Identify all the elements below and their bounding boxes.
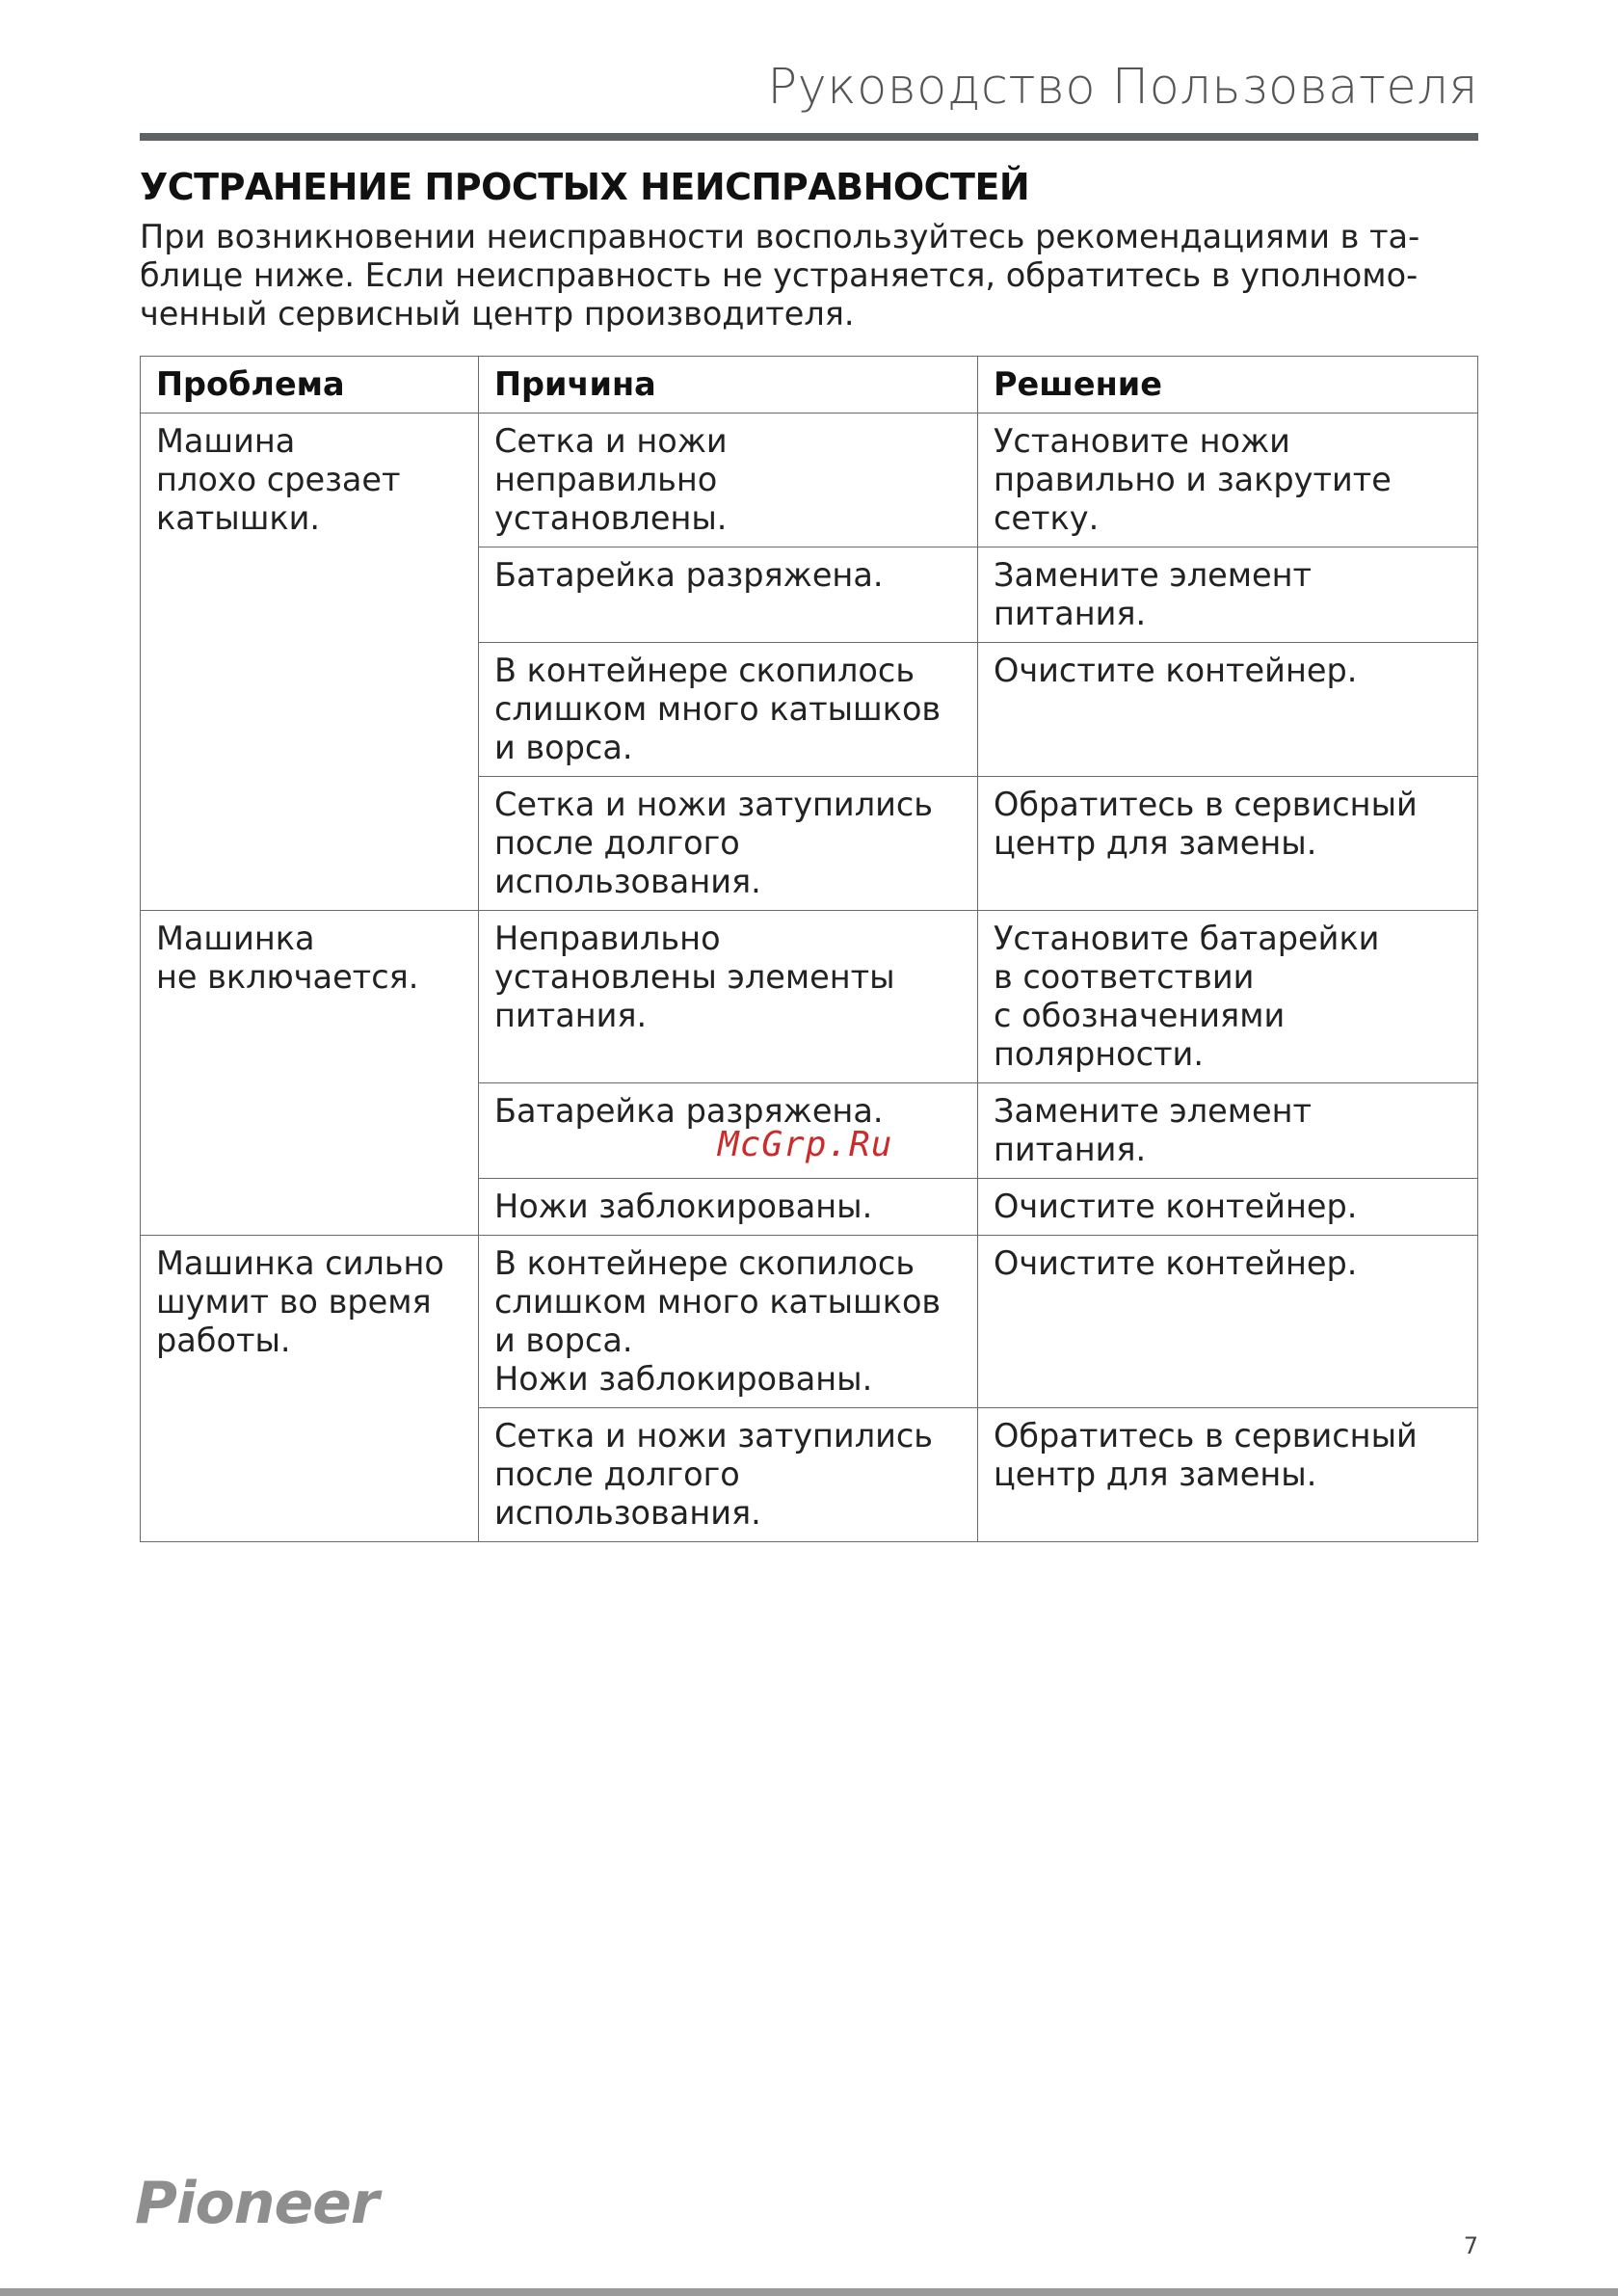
header-divider xyxy=(140,133,1478,141)
cause-line: после долгого xyxy=(494,1455,740,1493)
cause-line: Сетка и ножи затупились xyxy=(494,786,934,823)
table-row xyxy=(141,414,1478,547)
table-header-row xyxy=(141,357,1478,414)
intro-paragraph xyxy=(140,218,1478,334)
column-header-cause: Причина xyxy=(479,357,978,414)
table-row xyxy=(141,1236,1478,1408)
table-row xyxy=(141,911,1478,1083)
solution-line: правильно и закрутите xyxy=(994,461,1392,498)
solution-line: в соответствии xyxy=(994,958,1255,996)
problem-line: шумит во время xyxy=(156,1283,432,1321)
cause-line: использования. xyxy=(494,1494,761,1532)
solution-line: Очистите контейнер. xyxy=(994,1244,1358,1282)
problem-line: плохо срезает xyxy=(156,461,401,498)
solution-line: с обозначениями xyxy=(994,997,1286,1034)
cause-line: Сетка и ножи затупились xyxy=(494,1417,934,1455)
solution-line: Очистите контейнер. xyxy=(994,652,1358,689)
solution-cell xyxy=(978,547,1478,643)
intro-line: блице ниже. Если неисправность не устраняется, обратитесь в уполномо- xyxy=(140,256,1419,294)
solution-cell xyxy=(978,1408,1478,1542)
solution-cell xyxy=(978,643,1478,777)
solution-line: питания. xyxy=(994,595,1147,632)
problem-line: Машинка сильно xyxy=(156,1244,444,1282)
column-header-problem: Проблема xyxy=(141,357,479,414)
cause-line: Батарейка разряжена. xyxy=(494,556,884,594)
problem-line: катышки. xyxy=(156,499,321,537)
table-body xyxy=(141,414,1478,1542)
cause-line: Батарейка разряжена. xyxy=(494,1092,884,1130)
cause-line: использования. xyxy=(494,863,761,900)
problem-line: работы. xyxy=(156,1322,291,1359)
cause-cell xyxy=(479,1179,978,1236)
cause-cell xyxy=(479,777,978,911)
solution-cell xyxy=(978,414,1478,547)
cause-line: питания. xyxy=(494,997,648,1034)
problem-line: не включается. xyxy=(156,958,419,996)
cause-line: установлены элементы xyxy=(494,958,895,996)
running-header-title: Руководство Пользователя xyxy=(767,59,1478,116)
solution-line: Замените элемент xyxy=(994,1092,1313,1130)
cause-cell xyxy=(479,643,978,777)
solution-line: питания. xyxy=(994,1131,1147,1168)
cause-cell xyxy=(479,1408,978,1542)
problem-cell xyxy=(141,414,479,911)
solution-line: Установите ножи xyxy=(994,422,1290,460)
cause-line: неправильно xyxy=(494,461,718,498)
solution-line: центр для замены. xyxy=(994,824,1317,862)
column-header-solution: Решение xyxy=(978,357,1478,414)
cause-line: слишком много катышков xyxy=(494,1283,942,1321)
problem-cell xyxy=(141,911,479,1236)
cause-line: и ворса. xyxy=(494,1322,633,1359)
page-number: 7 xyxy=(1463,2232,1478,2259)
troubleshooting-table xyxy=(140,356,1478,1542)
watermark: McGrp.Ru xyxy=(718,1125,893,1164)
brand-logo: Pioneer xyxy=(135,2170,379,2237)
bottom-divider xyxy=(0,2288,1618,2296)
cause-line: Неправильно xyxy=(494,920,721,957)
solution-line: Установите батарейки xyxy=(994,920,1380,957)
cause-cell xyxy=(479,414,978,547)
cause-line: слишком много катышков xyxy=(494,690,942,728)
solution-line: Обратитесь в сервисный xyxy=(994,786,1418,823)
cause-line: В контейнере скопилось xyxy=(494,1244,915,1282)
cause-line: В контейнере скопилось xyxy=(494,652,915,689)
cause-line: Ножи заблокированы. xyxy=(494,1360,873,1398)
problem-line: Машинка xyxy=(156,920,315,957)
cause-line: и ворса. xyxy=(494,729,633,766)
cause-line: после долгого xyxy=(494,824,740,862)
solution-line: Обратитесь в сервисный xyxy=(994,1417,1418,1455)
solution-line: сетку. xyxy=(994,499,1100,537)
problem-line: Машина xyxy=(156,422,296,460)
cause-line: Сетка и ножи xyxy=(494,422,728,460)
solution-cell xyxy=(978,911,1478,1083)
solution-cell xyxy=(978,1236,1478,1408)
cause-line: Ножи заблокированы. xyxy=(494,1188,873,1225)
solution-line: Очистите контейнер. xyxy=(994,1188,1358,1225)
solution-line: полярности. xyxy=(994,1035,1204,1073)
problem-cell xyxy=(141,1236,479,1542)
solution-cell xyxy=(978,1083,1478,1179)
solution-line: Замените элемент xyxy=(994,556,1313,594)
intro-line: При возникновении неисправности воспользуйтесь рекомендациями в та- xyxy=(140,218,1420,255)
cause-cell xyxy=(479,1236,978,1408)
solution-cell xyxy=(978,1179,1478,1236)
solution-cell xyxy=(978,777,1478,911)
section-title: УСТРАНЕНИЕ ПРОСТЫХ НЕИСПРАВНОСТЕЙ xyxy=(140,166,1030,208)
cause-cell xyxy=(479,911,978,1083)
cause-cell xyxy=(479,547,978,643)
solution-line: центр для замены. xyxy=(994,1455,1317,1493)
intro-line: ченный сервисный центр производителя. xyxy=(140,295,855,333)
cause-line: установлены. xyxy=(494,499,728,537)
